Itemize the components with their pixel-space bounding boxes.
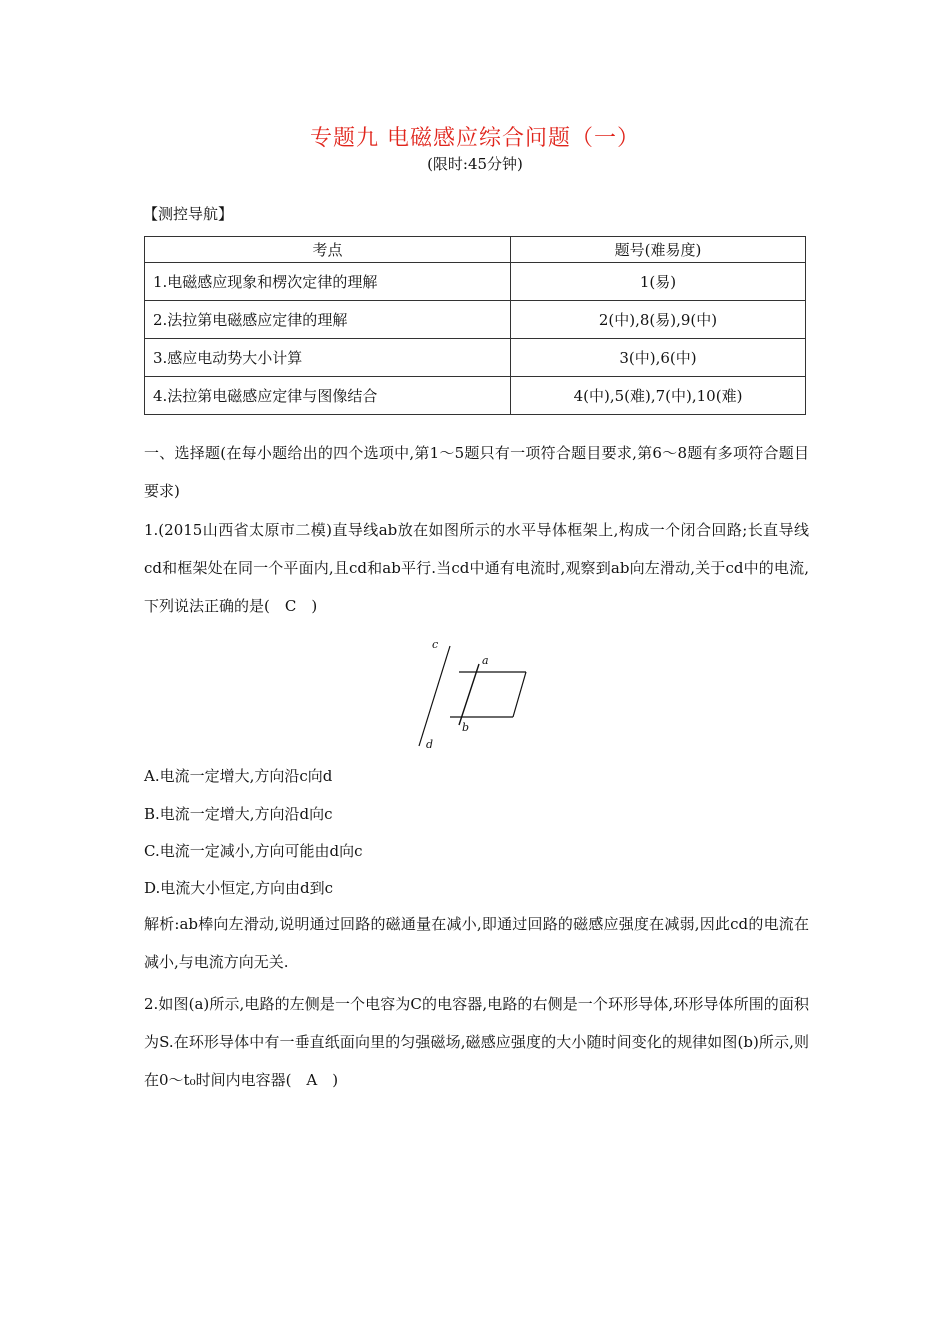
table-row [145,339,806,377]
question-1-analysis: 解析:ab棒向左滑动,说明通过回路的磁通量在减小,即通过回路的磁感应强度在减弱,因此cd的电流在减小,与电流方向无关. [144,915,809,971]
option-a: A.电流一定增大,方向沿c向d [144,767,333,785]
question-2-stem: 2.如图(a)所示,电路的左侧是一个电容为C的电容器,电路的右侧是一个环形导体,环形导体所围的面积为S.在环形导体中有一垂直纸面向里的匀强磁场,磁感应强度的大小随时间变化的规律如图(b)所示,则在0～t₀时间内电容器( A ) [144,995,809,1089]
table-cell-items: 2(中),8(易),9(中) [511,301,806,339]
time-limit: (限时:45分钟) [427,155,523,173]
frame-right-side [513,672,526,717]
part-instructions: 一、选择题(在每小题给出的四个选项中,第1～5题只有一项符合题目要求,第6～8题有多项符合题目要求) [144,444,809,500]
option-b: B.电流一定增大,方向沿d向c [144,805,333,823]
table-cell-items: 3(中),6(中) [511,339,806,377]
wire-cd [419,646,450,746]
table-row [145,301,806,339]
label-d: d [426,738,434,750]
section-heading: 【测控导航】 [143,205,234,223]
table-cell-topic: 1.电磁感应现象和楞次定律的理解 [145,263,511,301]
question-1-figure [412,640,542,754]
question-1-stem: 1.(2015山西省太原市二模)直导线ab放在如图所示的水平导体框架上,构成一个闭合回路;长直导线cd和框架处在同一个平面内,且cd和ab平行.当cd中通有电流时,观察到ab向左滑动,关于cd中的电流,下列说法正确的是( C ) [144,521,809,615]
table-cell-topic: 4.法拉第电磁感应定律与图像结合 [145,377,511,415]
page-title: 专题九 电磁感应综合问题（一） [310,126,640,151]
table-cell-topic: 3.感应电动势大小计算 [145,339,511,377]
table-cell-items: 4(中),5(难),7(中),10(难) [511,377,806,415]
label-c: c [432,640,439,651]
wire-frame-diagram [412,640,542,750]
label-a: a [482,654,489,667]
navigation-table [144,236,806,415]
option-d: D.电流大小恒定,方向由d到c [144,879,334,897]
table-header-items: 题号(难易度) [511,237,806,263]
option-c: C.电流一定减小,方向可能由d向c [144,842,363,860]
table-row [145,263,806,301]
table-cell-topic: 2.法拉第电磁感应定律的理解 [145,301,511,339]
label-b: b [462,721,470,734]
table-cell-items: 1(易) [511,263,806,301]
table-row [145,377,806,415]
rod-ab [459,664,479,725]
table-header-topic: 考点 [145,237,511,263]
table-header-row [145,237,806,263]
